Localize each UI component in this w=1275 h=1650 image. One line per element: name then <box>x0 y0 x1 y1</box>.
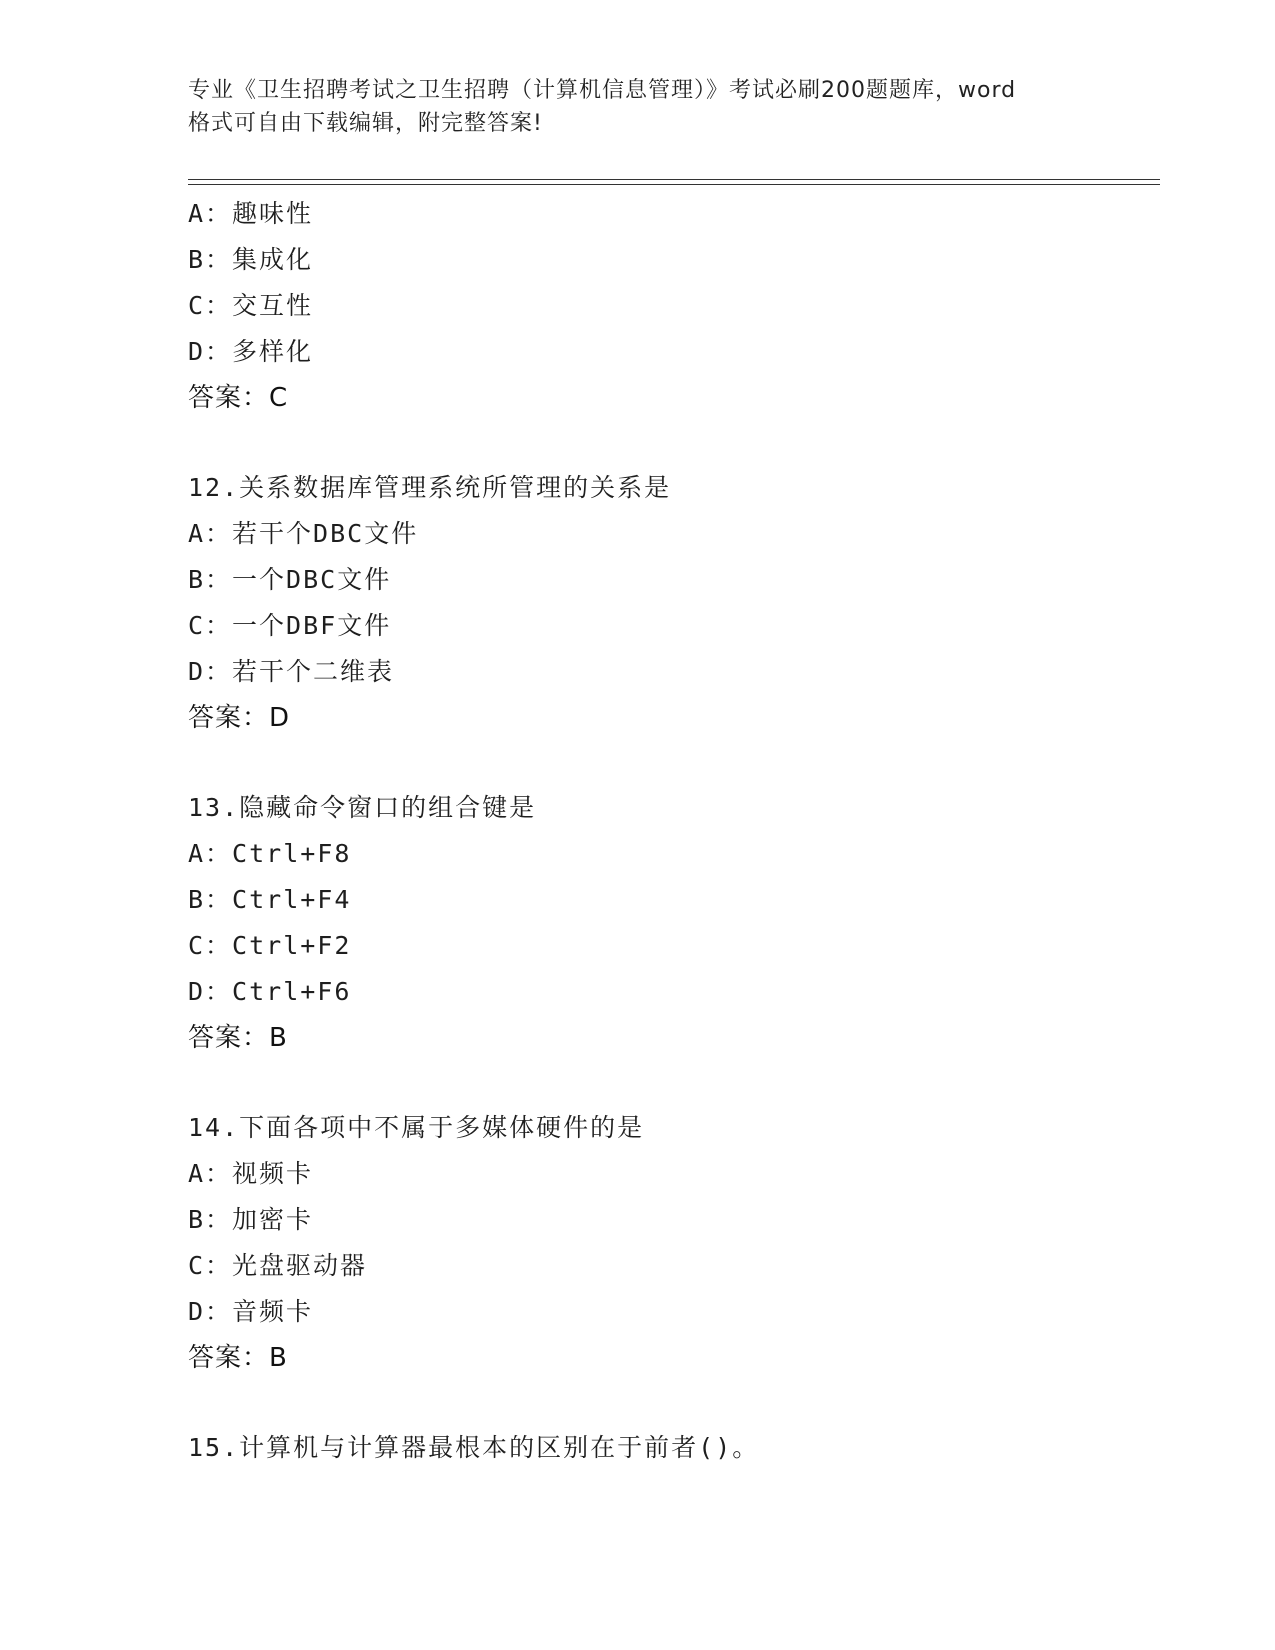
question-list <box>188 191 1148 1471</box>
question-title: 15.计算机与计算器最根本的区别在于前者()。 <box>188 1433 760 1462</box>
option-a: A：若干个DBC文件 <box>188 519 419 548</box>
header-divider-top <box>188 179 1160 180</box>
option-a: A：视频卡 <box>188 1159 314 1188</box>
question-block-15 <box>188 1425 1148 1471</box>
option-d: D：音频卡 <box>188 1297 314 1326</box>
question-block-12 <box>188 465 1148 741</box>
option-b: B：集成化 <box>188 245 314 274</box>
option-c: C：Ctrl+F2 <box>188 931 352 960</box>
option-d: D：多样化 <box>188 337 314 366</box>
document-header <box>188 74 1108 140</box>
option-b: B：一个DBC文件 <box>188 565 392 594</box>
option-a: A：Ctrl+F8 <box>188 839 352 868</box>
question-title: 14.下面各项中不属于多媒体硬件的是 <box>188 1113 645 1142</box>
answer-line: 答案：D <box>188 703 291 733</box>
header-line-1: 专业《卫生招聘考试之卫生招聘（计算机信息管理）》考试必刷200题题库，word <box>188 78 1017 103</box>
option-a: A：趣味性 <box>188 199 314 228</box>
header-divider-bottom <box>188 184 1160 185</box>
header-line-2: 格式可自由下载编辑，附完整答案! <box>188 111 543 136</box>
question-title: 12.关系数据库管理系统所管理的关系是 <box>188 473 672 502</box>
question-block-13 <box>188 785 1148 1061</box>
answer-line: 答案：C <box>188 383 289 413</box>
option-c: C：交互性 <box>188 291 314 320</box>
answer-line: 答案：B <box>188 1343 288 1373</box>
option-d: D：Ctrl+F6 <box>188 977 352 1006</box>
option-d: D：若干个二维表 <box>188 657 395 686</box>
question-block-11 <box>188 191 1148 421</box>
question-block-14 <box>188 1105 1148 1381</box>
question-title: 13.隐藏命令窗口的组合键是 <box>188 793 537 822</box>
answer-line: 答案：B <box>188 1023 288 1053</box>
option-b: B：Ctrl+F4 <box>188 885 352 914</box>
option-b: B：加密卡 <box>188 1205 314 1234</box>
option-c: C：一个DBF文件 <box>188 611 392 640</box>
option-c: C：光盘驱动器 <box>188 1251 368 1280</box>
